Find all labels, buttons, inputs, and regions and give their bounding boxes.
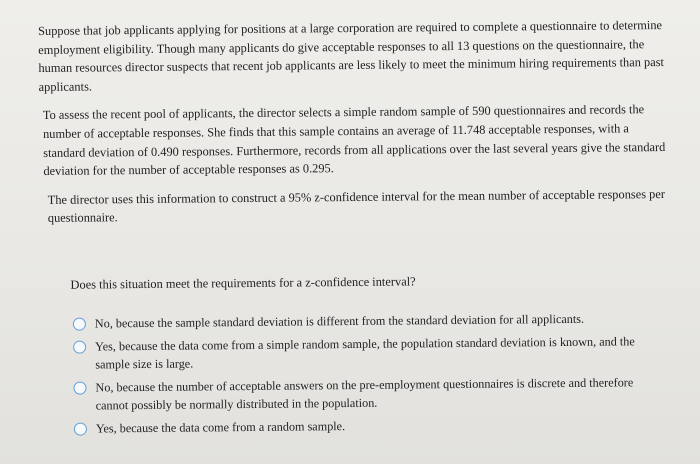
answer-option-1[interactable] [73,310,677,333]
question-content [38,16,678,445]
answer-option-label: Yes, because the data come from a simple random sample, the population standard deviation is known, and the sample size is large. [95,334,635,372]
radio-button[interactable] [74,423,87,436]
answer-option-label: No, because the sample standard deviation is different from the standard deviation for all applicants. [94,311,585,331]
radio-button[interactable] [73,341,86,354]
passage-paragraph-3: The director uses this information to construct a 95% z-confidence interval for the mean number of acceptable responses per questionnaire. [47,186,665,226]
answer-option-label: No, because the number of acceptable answers on the pre-employment questionnaires is discrete and therefore cannot possibly be normally distributed in the population. [95,375,634,413]
passage-paragraph-2: To assess the recent pool of applicants, the director selects a simple random sample of 590 questionnaires and records the number of acceptable responses. She finds that this sample contains an average of 11.748 acceptable responses, with a standard deviation of 0.490 responses. Furthermore, records from all applications over the last several years give the standard deviation for the number of acceptable responses as 0.295. [42,102,666,179]
answer-option-3[interactable] [73,374,677,415]
passage-paragraph-1: Suppose that job applicants applying for positions at a large corporation are required to complete a questionnaire to determine employment eligibility. Though many applicants do give acceptable responses to all 13 questions on the questionnaire, the human resources director suspects that recent job applicants are less likely to meet the minimum hiring requirements than past applicants. [38,18,665,94]
answer-option-label: Yes, because the data come from a random sample. [95,419,346,436]
question-prompt: Does this situation meet the requirements for a z-confidence interval? [70,274,416,292]
answer-option-2[interactable] [73,333,677,374]
radio-button[interactable] [73,317,86,330]
answer-option-4[interactable] [74,415,678,438]
radio-button[interactable] [73,382,86,395]
answer-options [73,310,678,439]
